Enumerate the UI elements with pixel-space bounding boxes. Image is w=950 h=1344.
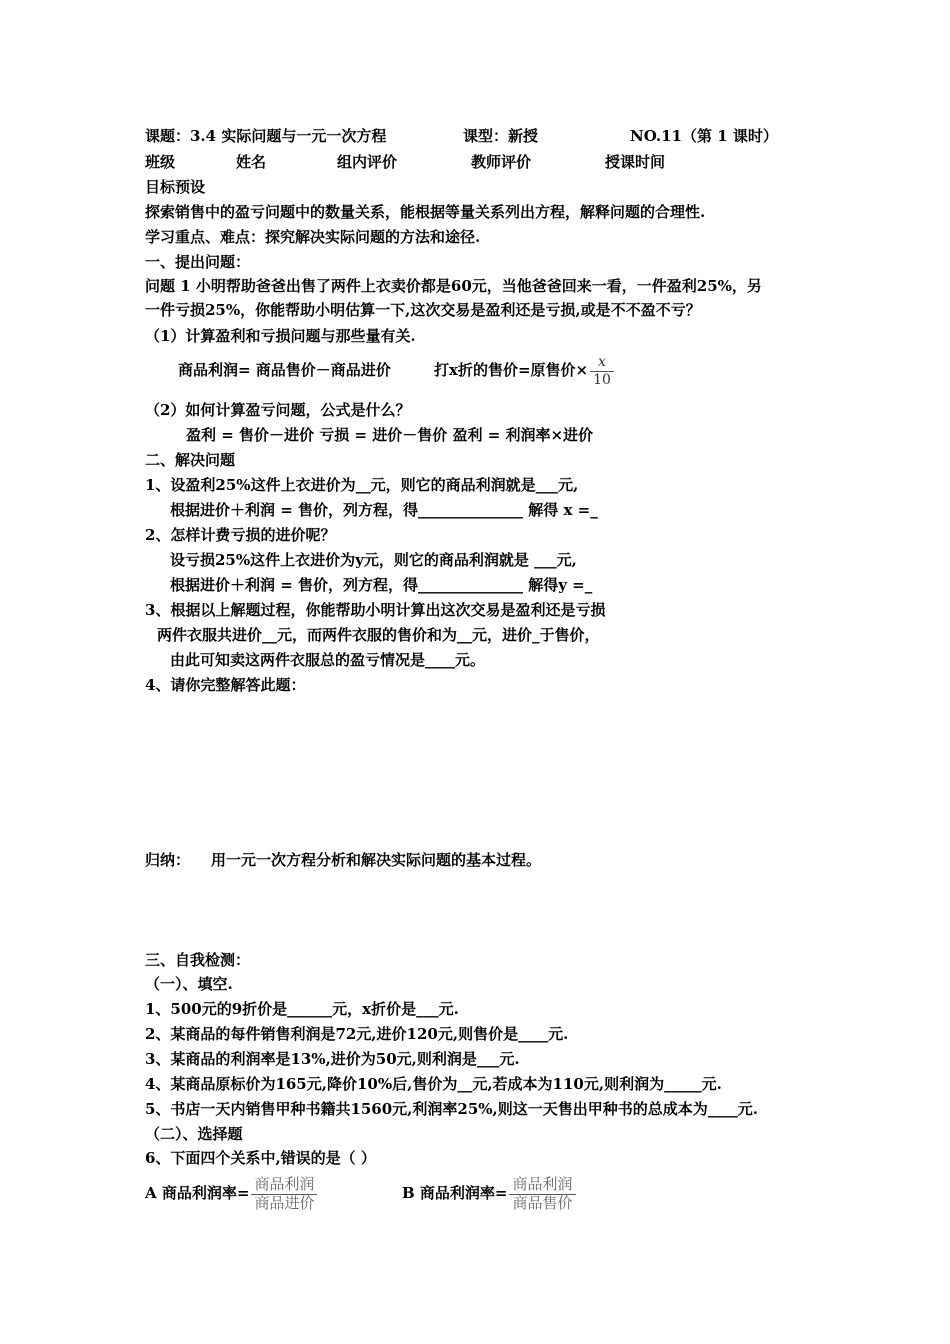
problem1-line1: 问题 1 小明帮助爸爸出售了两件上衣卖价都是60元，当他爸爸回来一看，一件盈利25%，另 bbox=[145, 277, 762, 295]
option-a-label: A 商品利润率= bbox=[145, 1184, 250, 1202]
discount-fraction bbox=[590, 354, 614, 387]
option-a-fraction bbox=[251, 1176, 317, 1212]
summary-label: 归纳： bbox=[145, 851, 191, 869]
question1: （1）计算盈利和亏损问题与那些量有关. bbox=[145, 327, 416, 345]
question2: （2）如何计算盈亏问题，公式是什么？ bbox=[145, 401, 411, 419]
option-b-denominator: 商品售价 bbox=[509, 1194, 575, 1212]
option-a bbox=[145, 1170, 317, 1216]
section1-heading: 一、提出问题： bbox=[145, 253, 251, 271]
formula-profit: 商品利润= 商品售价－商品进价 bbox=[178, 361, 391, 379]
formula-profit-loss: 盈利 = 售价－进价 亏损 = 进价－售价 盈利 = 利润率×进价 bbox=[186, 426, 594, 444]
option-b bbox=[402, 1170, 576, 1216]
lesson-number: NO.11（第 1 课时） bbox=[630, 127, 778, 145]
choice-item-6: 6、下面四个关系中,错误的是（ ） bbox=[145, 1149, 376, 1167]
goals-text: 探索销售中的盈亏问题中的数量关系，能根据等量关系列出方程，解释问题的合理性. bbox=[145, 203, 706, 221]
topic-title: 课题：3.4 实际问题与一元一次方程 bbox=[145, 127, 387, 145]
option-b-label: B 商品利润率= bbox=[402, 1184, 508, 1202]
fraction-numerator: x bbox=[598, 354, 606, 371]
fill-item-5: 5、书店一天内销售甲种书籍共1560元,利润率25%,则这一天售出甲种书的总成本为____元. bbox=[145, 1100, 758, 1118]
item2-line1: 2、怎样计费亏损的进价呢？ bbox=[145, 526, 336, 544]
item1-line1: 1、设盈利25%这件上衣进价为__元，则它的商品利润就是___元, bbox=[145, 476, 579, 494]
option-b-fraction bbox=[509, 1176, 575, 1212]
fill-item-4: 4、某商品原标价为165元,降价10%后,售价为__元,若成本为110元,则利润为_____元. bbox=[145, 1075, 722, 1093]
class-label: 班级 bbox=[145, 153, 176, 171]
item1-line2: 根据进价＋利润 = 售价，列方程，得______________ 解得 x =_ bbox=[170, 501, 598, 519]
fill-item-2: 2、某商品的每件销售利润是72元,进价120元,则售价是____元. bbox=[145, 1025, 569, 1043]
fill-item-3: 3、某商品的利润率是13%,进价为50元,则利润是___元. bbox=[145, 1050, 520, 1068]
item3-line3: 由此可知卖这两件衣服总的盈亏情况是____元。 bbox=[170, 651, 486, 669]
section3-heading: 三、自我检测： bbox=[145, 951, 251, 969]
name-label: 姓名 bbox=[236, 153, 267, 171]
problem1-line2: 一件亏损25%，你能帮助小明估算一下,这次交易是盈利还是亏损,或是不不盈不亏？ bbox=[145, 301, 701, 319]
item2-line3: 根据进价＋利润 = 售价，列方程，得______________ 解得y =_ bbox=[170, 576, 593, 594]
fraction-denominator: 10 bbox=[590, 371, 614, 388]
item3-line2: 两件衣服共进价__元，而两件衣服的售价和为__元，进价_于售价， bbox=[157, 626, 600, 644]
goals-heading: 目标预设 bbox=[145, 178, 206, 196]
option-a-numerator: 商品利润 bbox=[254, 1175, 315, 1194]
info-row bbox=[145, 152, 845, 172]
option-a-denominator: 商品进价 bbox=[251, 1194, 317, 1212]
teacher-eval-label: 教师评价 bbox=[471, 153, 532, 171]
group-eval-label: 组内评价 bbox=[337, 153, 398, 171]
formula-discount bbox=[434, 350, 614, 390]
item4: 4、请你完整解答此题： bbox=[145, 676, 306, 694]
lesson-type: 课型：新授 bbox=[463, 127, 539, 145]
focus-text: 学习重点、难点：探究解决实际问题的方法和途径. bbox=[145, 228, 481, 246]
option-b-numerator: 商品利润 bbox=[512, 1175, 573, 1194]
fill-item-1: 1、500元的9折价是______元，x折价是___元. bbox=[145, 1000, 459, 1018]
item2-line2: 设亏损25%这件上衣进价为y元，则它的商品利润就是 ___元, bbox=[170, 551, 577, 569]
time-label: 授课时间 bbox=[605, 153, 666, 171]
header-row bbox=[145, 126, 845, 146]
fill-heading: （一）、填空. bbox=[145, 975, 233, 993]
choice-heading: （二）、选择题 bbox=[145, 1125, 243, 1143]
item3-line1: 3、根据以上解题过程，你能帮助小明计算出这次交易是盈利还是亏损 bbox=[145, 601, 606, 619]
section2-heading: 二、解决问题 bbox=[145, 451, 236, 469]
summary-text: 用一元一次方程分析和解决实际问题的基本过程。 bbox=[211, 851, 542, 869]
formula-discount-prefix: 打x折的售价=原售价× bbox=[434, 361, 589, 379]
